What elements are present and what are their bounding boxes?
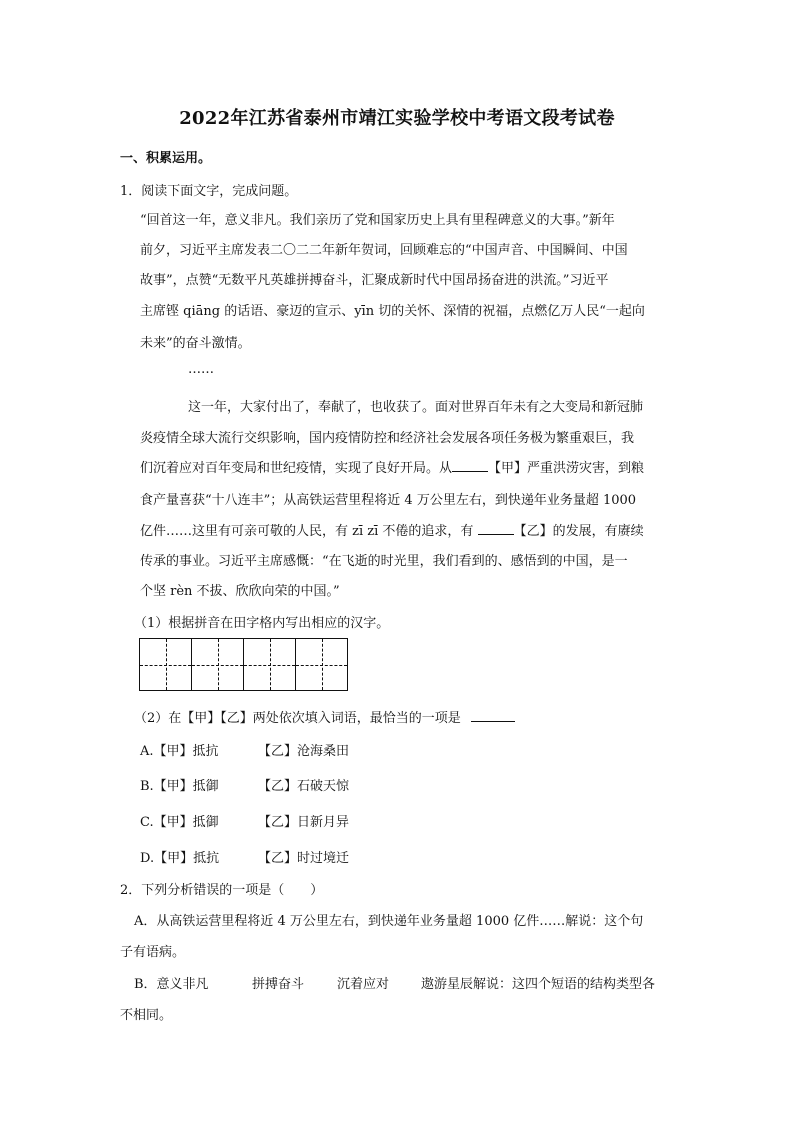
question-1-stem: 1．阅读下面文字，完成问题。 bbox=[120, 184, 298, 199]
tianzige-grid bbox=[139, 638, 347, 691]
passage-ellipsis: …… bbox=[188, 362, 214, 377]
passage-line: 炎疫情全球大流行交织影响，国内疫情防控和经济社会发展各项任务极为繁重艰巨，我 bbox=[140, 431, 635, 446]
option-b[interactable]: B.【甲】抵御 bbox=[140, 779, 219, 794]
tianzige-cell[interactable] bbox=[191, 638, 244, 691]
q2-option-b-phrase: 拼搏奋斗 bbox=[252, 977, 305, 992]
option-d[interactable]: D.【甲】抵抗 bbox=[140, 851, 220, 866]
passage-line: 食产量喜获“十八连丰”；从高铁运营里程将近 4 万公里左右，到快递年业务量超 1000 bbox=[140, 493, 637, 508]
passage-line: 前夕，习近平主席发表二〇二二年新年贺词，回顾难忘的“中国声音、中国瞬间、中国 bbox=[140, 243, 628, 258]
q2-option-a-cont: 子有语病。 bbox=[120, 945, 186, 960]
sub-question-2 bbox=[134, 707, 515, 726]
option-b-second: 【乙】石破天惊 bbox=[258, 779, 350, 794]
passage-line: 这一年，大家付出了，奉献了，也收获了。面对世界百年未有之大变局和新冠肺 bbox=[188, 400, 644, 415]
passage-line: 故事”，点赞“无数平凡英雄拼搏奋斗，汇聚成新时代中国昂扬奋进的洪流。”习近平 bbox=[140, 273, 609, 288]
sub-question-2-text: （2）在【甲】【乙】两处依次填入词语，最恰当的一项是 bbox=[134, 711, 461, 726]
option-c-second: 【乙】日新月异 bbox=[258, 815, 350, 830]
q2-option-a[interactable]: A．从高铁运营里程将近 4 万公里左右，到快递年业务量超 1000 亿件……解说：这个句 bbox=[134, 914, 644, 929]
q2-option-b-cont: 不相同。 bbox=[120, 1008, 173, 1023]
option-a-second: 【乙】沧海桑田 bbox=[258, 744, 350, 759]
option-a[interactable]: A.【甲】抵抗 bbox=[140, 744, 219, 759]
passage-text: 亿件……这里有可亲可敬的人民，有 zī zī 不倦的追求，有 bbox=[140, 524, 474, 539]
answer-blank[interactable] bbox=[471, 709, 515, 722]
question-2-stem: 2．下列分析错误的一项是（ ） bbox=[120, 883, 324, 898]
passage-text: 【乙】的发展，有赓续 bbox=[513, 524, 644, 539]
tianzige-cell[interactable] bbox=[243, 638, 296, 691]
passage-text: 【甲】严重洪涝灾害，到粮 bbox=[488, 461, 645, 476]
tianzige-cell[interactable] bbox=[139, 638, 192, 691]
option-c[interactable]: C.【甲】抵御 bbox=[140, 815, 219, 830]
section-heading: 一、积累运用。 bbox=[120, 151, 212, 166]
option-d-second: 【乙】时过境迁 bbox=[258, 851, 350, 866]
q2-option-b-phrase: 沉着应对 bbox=[337, 977, 390, 992]
tianzige-cell[interactable] bbox=[295, 638, 348, 691]
passage-line bbox=[140, 520, 644, 539]
sub-question-1: （1）根据拼音在田字格内写出相应的汉字。 bbox=[134, 616, 390, 631]
q2-option-b[interactable]: B．意义非凡 bbox=[134, 977, 209, 992]
passage-line: 主席铿 qiāng 的话语、豪迈的宣示、yīn 切的关怀、深情的祝福，点燃亿万人民“一起向 bbox=[140, 304, 645, 319]
answer-blank-jia[interactable] bbox=[452, 459, 488, 472]
passage-line: 个坚 rèn 不拔、欣欣向荣的中国。” bbox=[140, 584, 340, 599]
page-title: 2022年江苏省泰州市靖江实验学校中考语文段考试卷 bbox=[179, 108, 615, 129]
q2-option-b-phrase: 遨游星辰解说：这四个短语的结构类型各 bbox=[421, 977, 656, 992]
passage-text: 们沉着应对百年变局和世纪疫情，实现了良好开局。从 bbox=[140, 461, 453, 476]
passage-line: “回首这一年，意义非凡。我们亲历了党和国家历史上具有里程碑意义的大事。”新年 bbox=[140, 213, 615, 228]
passage-line: 传承的事业。习近平主席感慨：“在飞逝的时光里，我们看到的、感悟到的中国，是一 bbox=[140, 554, 628, 569]
answer-blank-yi[interactable] bbox=[478, 522, 514, 535]
passage-line bbox=[140, 457, 644, 476]
passage-line: 未来”的奋斗激情。 bbox=[140, 336, 251, 351]
